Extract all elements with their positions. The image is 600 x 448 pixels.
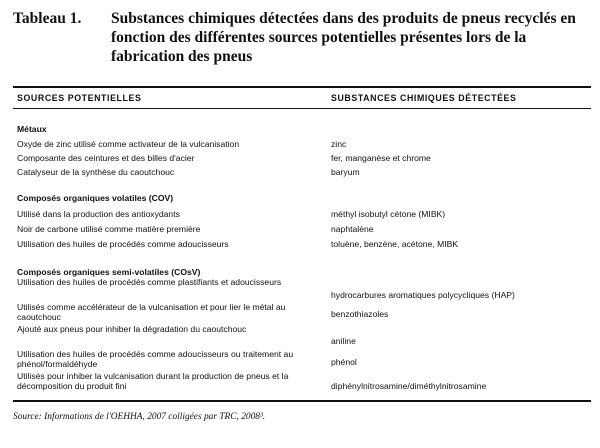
row-substance: fer, manganèse et chrome	[331, 153, 431, 163]
row-source: Utilisation des huiles de procédés comme adoucisseurs ou traitement au phénol/formaldéhyde	[17, 349, 294, 370]
header-sources: SOURCES POTENTIELLES	[17, 93, 142, 103]
source-note: Source: Informations de l'OEHHA, 2007 colligées par TRC, 2008³.	[13, 412, 266, 422]
table-title: Substances chimiques détectées dans des produits de pneus recyclés en fonction des différentes sources potentielles présentes lors de la fabrication des pneus	[111, 10, 576, 65]
section-title-metaux: Métaux	[17, 124, 47, 134]
row-source: Composante des ceintures et des billes d'acier	[17, 153, 195, 163]
section-title-cov: Composés organiques volatiles (COV)	[17, 193, 174, 203]
row-source: Oxyde de zinc utilisé comme activateur de la vulcanisation	[17, 139, 240, 149]
header-rule	[13, 108, 591, 109]
section-title-cosv: Composés organiques semi-volatiles (COsV)	[17, 267, 201, 277]
row-substance: toluène, benzène, acétone, MIBK	[331, 239, 459, 249]
top-rule	[13, 86, 591, 88]
row-substance: zinc	[331, 139, 347, 149]
row-source: Noir de carbone utilisé comme matière première	[17, 224, 201, 234]
row-source: Catalyseur de la synthèse du caoutchouc	[17, 167, 175, 177]
row-substance: benzothiazoles	[331, 309, 389, 319]
row-substance: naphtalène	[331, 224, 374, 234]
row-substance: baryum	[331, 167, 360, 177]
row-source: Ajouté aux pneus pour inhiber la dégradation du caoutchouc	[17, 324, 247, 334]
row-source: Utilisés pour inhiber la vulcanisation durant la production de pneus et la décomposition du produit fini	[17, 371, 289, 392]
row-substance: diphénylnitrosamine/diméthylnitrosamine	[331, 381, 487, 391]
row-source: Utilisés comme accélérateur de la vulcanisation et pour lier le métal au caoutchouc	[17, 302, 286, 323]
header-substances: SUBSTANCES CHIMIQUES DÉTECTÉES	[331, 93, 517, 103]
row-substance: hydrocarbures aromatiques polycycliques (HAP)	[331, 290, 515, 300]
row-source: Utilisation des huiles de procédés comme adoucisseurs	[17, 239, 229, 249]
table-number: Tableau 1.	[13, 10, 82, 27]
row-source: Utilisé dans la production des antioxydants	[17, 209, 180, 219]
row-substance: aniline	[331, 336, 356, 346]
bottom-rule	[13, 400, 591, 402]
row-substance: phénol	[331, 357, 357, 367]
row-source: Utilisation des huiles de procédés comme plastifiants et adoucisseurs	[17, 277, 282, 287]
row-substance: méthyl isobutyl cétone (MIBK)	[331, 209, 446, 219]
